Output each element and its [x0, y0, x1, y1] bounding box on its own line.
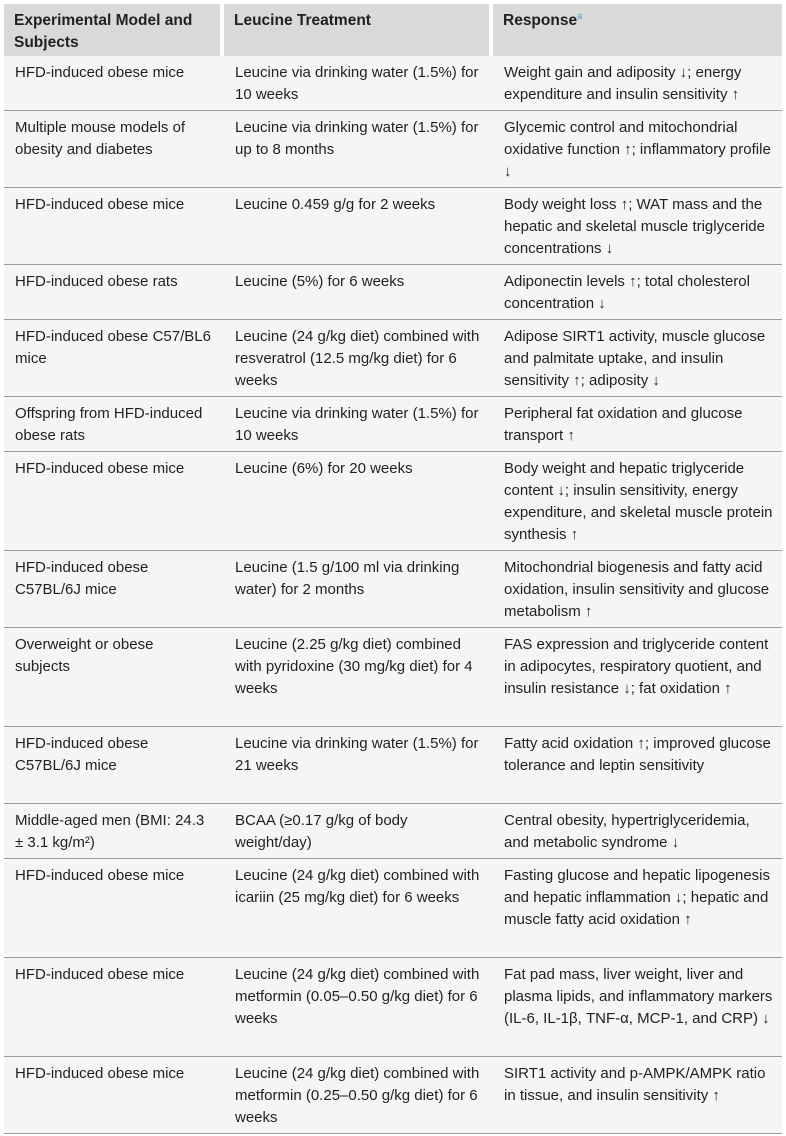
treatment-cell: Leucine via drinking water (1.5%) for 21 weeks: [235, 735, 479, 774]
response-cell: Weight gain and adiposity ↓; energy expenditure and insulin sensitivity ↑: [504, 64, 742, 103]
table-row: [4, 958, 782, 1057]
response-cell: Mitochondrial biogenesis and fatty acid oxidation, insulin sensitivity and glucose metabolism ↑: [504, 559, 770, 620]
treatment-cell: Leucine via drinking water (1.5%) for 10 weeks: [235, 405, 479, 444]
model-cell: HFD-induced obese mice: [15, 460, 185, 477]
treatment-cell: Leucine (1.5 g/100 ml via drinking water) for 2 months: [235, 559, 460, 598]
treatment-cell: Leucine (24 g/kg diet) combined with metformin (0.05–0.50 g/kg diet) for 6 weeks: [235, 966, 480, 1027]
table-row: [4, 265, 782, 320]
response-cell: Peripheral fat oxidation and glucose transport ↑: [504, 405, 743, 444]
table-row: [4, 56, 782, 111]
response-cell: Adiponectin levels ↑; total cholesterol concentration ↓: [504, 273, 750, 312]
response-cell: Body weight and hepatic triglyceride content ↓; insulin sensitivity, energy expenditure, and skeletal muscle protein synthesis ↑: [504, 460, 773, 543]
model-cell: Offspring from HFD-induced obese rats: [15, 405, 203, 444]
model-cell: HFD-induced obese mice: [15, 966, 185, 983]
response-cell: Body weight loss ↑; WAT mass and the hepatic and skeletal muscle triglyceride concentrations ↓: [504, 196, 765, 257]
model-cell: HFD-induced obese C57BL/6J mice: [15, 559, 149, 598]
model-cell: HFD-induced obese C57BL/6J mice: [15, 735, 149, 774]
model-cell: HFD-induced obese mice: [15, 196, 185, 213]
model-cell: Overweight or obese subjects: [15, 636, 154, 675]
header-footnote-marker: a: [577, 10, 583, 21]
response-cell: FAS expression and triglyceride content in adipocytes, respiratory quotient, and insulin resistance ↓; fat oxidation ↑: [504, 636, 769, 697]
model-cell: HFD-induced obese mice: [15, 1065, 185, 1082]
treatment-cell: Leucine (6%) for 20 weeks: [235, 460, 413, 477]
table-row: [4, 397, 782, 452]
model-cell: HFD-induced obese mice: [15, 64, 185, 81]
table-row: [4, 452, 782, 551]
table-body: [4, 56, 782, 1134]
table-row: [4, 859, 782, 958]
model-cell: Multiple mouse models of obesity and diabetes: [15, 119, 186, 158]
table-row: [4, 628, 782, 727]
table-row: [4, 320, 782, 397]
treatment-cell: Leucine (24 g/kg diet) combined with metformin (0.25–0.50 g/kg diet) for 6 weeks: [235, 1065, 480, 1126]
table-header: [4, 4, 782, 56]
model-cell: HFD-induced obese C57/BL6 mice: [15, 328, 211, 367]
response-cell: Fatty acid oxidation ↑; improved glucose tolerance and leptin sensitivity: [504, 735, 771, 774]
leucine-table: [4, 4, 782, 1134]
table-row: [4, 1057, 782, 1134]
treatment-cell: Leucine (2.25 g/kg diet) combined with pyridoxine (30 mg/kg diet) for 4 weeks: [235, 636, 473, 697]
table-row: [4, 727, 782, 804]
response-cell: Fasting glucose and hepatic lipogenesis and hepatic inflammation ↓; hepatic and muscle fatty acid oxidation ↑: [504, 867, 771, 928]
header-response: Response$^a$: [493, 4, 782, 56]
treatment-cell: Leucine via drinking water (1.5%) for 10 weeks: [235, 64, 479, 103]
table-row: [4, 551, 782, 628]
table-row: [4, 804, 782, 859]
treatment-cell: Leucine (24 g/kg diet) combined with icariin (25 mg/kg diet) for 6 weeks: [235, 867, 480, 906]
treatment-cell: Leucine via drinking water (1.5%) for up to 8 months: [235, 119, 479, 158]
table-row: [4, 111, 782, 188]
treatment-cell: Leucine 0.459 g/g for 2 weeks: [235, 196, 436, 213]
header-treatment: Leucine Treatment: [224, 4, 489, 56]
treatment-cell: Leucine (5%) for 6 weeks: [235, 273, 405, 290]
model-cell: Middle-aged men (BMI: 24.3 ± 3.1 kg/m²): [15, 812, 205, 851]
response-cell: Glycemic control and mitochondrial oxidative function ↑; inflammatory profile ↓: [504, 119, 771, 180]
model-cell: HFD-induced obese mice: [15, 867, 185, 884]
response-cell: Fat pad mass, liver weight, liver and plasma lipids, and inflammatory markers (IL-6, IL-1β, TNF-α, MCP-1, and CRP) ↓: [504, 966, 773, 1027]
header-model: Experimental Model and Subjects: [4, 4, 220, 56]
model-cell: HFD-induced obese rats: [15, 273, 178, 290]
treatment-cell: BCAA (≥0.17 g/kg of body weight/day): [235, 812, 408, 851]
response-cell: SIRT1 activity and p-AMPK/AMPK ratio in tissue, and insulin sensitivity ↑: [504, 1065, 766, 1104]
response-cell: Central obesity, hypertriglyceridemia, and metabolic syndrome ↓: [504, 812, 750, 851]
response-cell: Adipose SIRT1 activity, muscle glucose and palmitate uptake, and insulin sensitivity ↑; adiposity ↓: [504, 328, 766, 389]
treatment-cell: Leucine (24 g/kg diet) combined with resveratrol (12.5 mg/kg diet) for 6 weeks: [235, 328, 480, 389]
table-row: [4, 188, 782, 265]
